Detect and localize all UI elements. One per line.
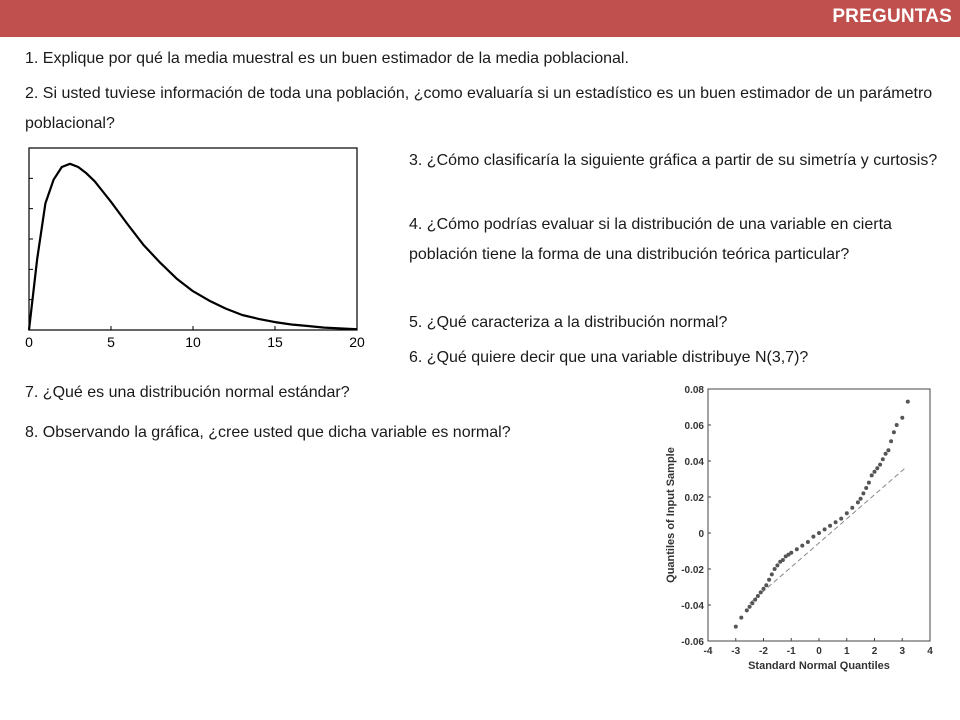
qq-point bbox=[839, 517, 843, 521]
qq-point bbox=[739, 616, 743, 620]
x-tick-label: 1 bbox=[843, 646, 850, 657]
x-tick-label: 20 bbox=[349, 334, 365, 350]
qq-point bbox=[734, 625, 738, 629]
x-tick-label: -4 bbox=[703, 646, 713, 657]
qq-point bbox=[775, 563, 779, 567]
qq-point bbox=[895, 423, 899, 427]
qq-point bbox=[864, 486, 868, 490]
y-tick-label: -0.04 bbox=[681, 601, 704, 612]
qq-point bbox=[773, 567, 777, 571]
qq-point bbox=[878, 463, 882, 467]
qq-point bbox=[745, 608, 749, 612]
y-tick-label: 0.08 bbox=[684, 385, 704, 396]
qq-point bbox=[800, 544, 804, 548]
qq-point bbox=[856, 500, 860, 504]
qq-point bbox=[870, 473, 874, 477]
qq-point bbox=[850, 506, 854, 510]
qq-point bbox=[756, 594, 760, 598]
qq-point bbox=[789, 551, 793, 555]
density-curve bbox=[29, 164, 357, 330]
header-bar bbox=[0, 0, 960, 37]
x-tick-label: 0 bbox=[25, 334, 33, 350]
qq-point bbox=[873, 470, 877, 474]
qq-point bbox=[884, 452, 888, 456]
y-tick-label: -0.06 bbox=[681, 637, 704, 648]
qq-point bbox=[795, 547, 799, 551]
x-tick-label: 3 bbox=[899, 646, 906, 657]
qq-point bbox=[817, 531, 821, 535]
x-tick-label: 10 bbox=[185, 334, 201, 350]
qq-point bbox=[900, 416, 904, 420]
y-tick-label: 0.04 bbox=[684, 457, 704, 468]
x-tick-label: 5 bbox=[107, 334, 115, 350]
qq-point bbox=[834, 520, 838, 524]
page-title: PREGUNTAS bbox=[832, 6, 952, 27]
qq-point bbox=[806, 540, 810, 544]
x-tick-label: 0 bbox=[816, 646, 822, 657]
qq-point bbox=[861, 491, 865, 495]
x-tick-label: -3 bbox=[731, 646, 741, 657]
question-3: 3. ¿Cómo clasificaría la siguiente gráfica a partir de su simetría y curtosis? bbox=[409, 152, 938, 169]
y-tick-label: 0 bbox=[698, 529, 704, 540]
question-1: 1. Explique por qué la media muestral es un buen estimador de la media poblacional. bbox=[25, 50, 629, 67]
x-axis-label: Standard Normal Quantiles bbox=[748, 660, 890, 672]
qq-point bbox=[811, 535, 815, 539]
qq-point bbox=[889, 439, 893, 443]
x-tick-label: -1 bbox=[786, 646, 796, 657]
qq-point bbox=[823, 527, 827, 531]
x-tick-label: 4 bbox=[927, 646, 933, 657]
question-8: 8. Observando la gráfica, ¿cree usted que dicha variable es normal? bbox=[25, 424, 511, 441]
x-tick-label: -2 bbox=[759, 646, 768, 657]
qq-point bbox=[781, 558, 785, 562]
qq-point bbox=[845, 511, 849, 515]
y-tick-label: -0.02 bbox=[681, 565, 704, 576]
question-2: 2. Si usted tuviese información de toda una población, ¿como evaluaría si un estadístico es un buen estimador de un parámetro poblacional? bbox=[25, 85, 933, 132]
qq-point bbox=[892, 430, 896, 434]
qq-point bbox=[859, 497, 863, 501]
qq-point bbox=[750, 601, 754, 605]
qq-point bbox=[886, 448, 890, 452]
y-tick-label: 0.02 bbox=[684, 493, 704, 504]
qq-point bbox=[767, 578, 771, 582]
qq-point bbox=[867, 481, 871, 485]
question-4: 4. ¿Cómo podrías evaluar si la distribución de una variable en cierta población tiene la forma de una distribución teórica particular? bbox=[409, 216, 892, 263]
question-6: 6. ¿Qué quiere decir que una variable distribuye N(3,7)? bbox=[409, 349, 809, 366]
qq-point bbox=[875, 466, 879, 470]
question-5: 5. ¿Qué caracteriza a la distribución normal? bbox=[409, 314, 728, 331]
qq-point bbox=[770, 572, 774, 576]
reference-line bbox=[750, 468, 905, 603]
qq-point bbox=[881, 457, 885, 461]
qq-point bbox=[906, 400, 910, 404]
x-tick-label: 2 bbox=[871, 646, 878, 657]
x-tick-label: 15 bbox=[267, 334, 283, 350]
y-tick-label: 0.06 bbox=[684, 421, 704, 432]
qq-point bbox=[753, 598, 757, 602]
qq-plot-chart bbox=[660, 378, 950, 678]
qq-point bbox=[764, 583, 768, 587]
question-7: 7. ¿Qué es una distribución normal estándar? bbox=[25, 384, 350, 401]
qq-point bbox=[828, 524, 832, 528]
qq-point bbox=[748, 605, 752, 609]
y-axis-label: Quantiles of Input Sample bbox=[665, 447, 677, 583]
qq-point bbox=[762, 587, 766, 591]
plot-frame bbox=[29, 148, 357, 330]
density-chart bbox=[20, 142, 370, 352]
qq-point bbox=[759, 590, 763, 594]
